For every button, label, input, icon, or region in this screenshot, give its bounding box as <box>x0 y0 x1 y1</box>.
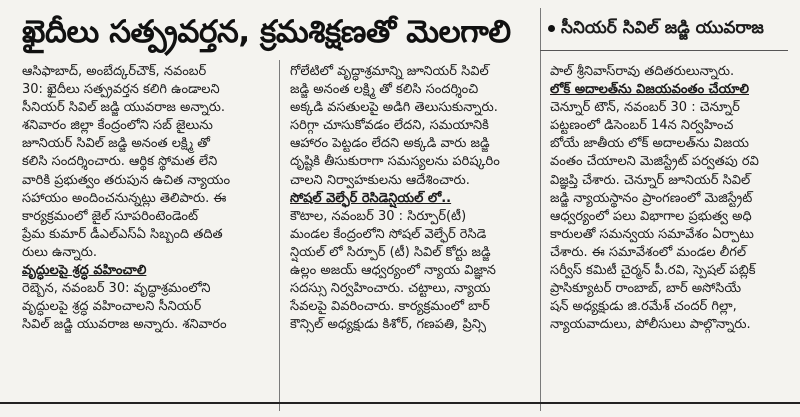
text-line: ఆధ్వర్యంలో పలు విభాగాల ప్రభుత్వ అధి <box>550 208 752 224</box>
text-line: సర్వీస్ కమిటీ చైర్మన్ పీ.రవి, స్పెషల్ పబ్లిక్ <box>550 263 756 279</box>
text-line: కలిసి సందర్శించారు. ఆర్థిక స్థోమత లేని <box>22 154 218 170</box>
article-column-2 <box>290 63 530 334</box>
article-column-1 <box>22 63 270 334</box>
side-story-title <box>548 18 764 42</box>
text-line: కౌన్సిల్ అధ్యక్షుడు కిశోర్, గణపతి, ప్రిన్సి <box>290 317 487 333</box>
text-line: న్యాయవాదులు, పోలీసులు పాల్గొన్నారు. <box>550 317 751 333</box>
text-line: ప్రాసిక్యూటర్ రాంబాబ్, బార్ అసోసియే <box>550 281 742 297</box>
text-line: రెబ్బెన, నవంబర్ 30: వృద్ధాశ్రమంలోని <box>22 281 211 297</box>
text-line: చెన్నూర్ టౌన్, నవంబర్ 30 : చెన్నూర్ <box>550 100 740 116</box>
text-line: ఆహారం పెట్టడం లేదని అక్కడి వారు జడ్జి <box>290 136 490 152</box>
text-line: షన్ అధ్యక్షుడు జి.రమేశ్ చందర్ గిల్లా, <box>550 299 737 315</box>
text-line: జడ్జి అనంత లక్ష్మి తో కలిసి సందర్శించి <box>290 82 479 98</box>
text-line: గోలేటిలో వృద్ధాశ్రమాన్ని జూనియర్ సివిల్ <box>290 64 489 79</box>
text-line: మండల కేంద్రంలోని సోషల్ వెల్ఫేర్ రెసిడె <box>290 226 487 242</box>
bottom-rule <box>0 402 800 404</box>
text-line: శనివారం జిల్లా కేంద్రంలోని సబ్ జైలును <box>22 118 213 134</box>
text-line: దృష్టికి తీసుకురాగా సమస్యలను పరిష్కరిం <box>290 154 500 170</box>
text-line: సదస్సు నిర్వహించారు. చట్టాలు, న్యాయ <box>290 281 491 297</box>
text-line: సివిల్ జడ్జి యువరాజ అన్నారు. శనివారం <box>22 317 227 333</box>
text-line: ఉల్లం అజయ్ ఆధ్వర్యంలో న్యాయ విజ్ఞాన <box>290 263 496 279</box>
subheading: సోషల్ వెల్ఫేర్ రెసిడెన్షియల్ లో.. <box>290 190 452 206</box>
text-line: అక్కడి వసతులపై అడిగి తెలుసుకున్నారు. <box>290 100 498 116</box>
side-story-title-text: సీనియర్ సివిల్ జడ్జి యువరాజ <box>561 18 764 38</box>
column-divider <box>279 60 280 411</box>
text-line: సేవలపై వివరించారు. కార్యక్రమంలో బార్ <box>290 299 490 315</box>
text-line: కారులతో సమన్వయ సమావేశం ఏర్పాటు <box>550 226 754 242</box>
text-line: కౌటాల, నవంబర్ 30 : సిర్పూర్(టీ) <box>290 208 467 224</box>
text-line: ఆసిఫాబాద్, అంబేద్కర్‌చౌక్, నవంబర్ <box>22 64 207 79</box>
headline: ఖైదీలు సత్ప్రవర్తన, క్రమశిక్షణతో మెలగాలి <box>22 14 511 50</box>
text-line: 30: ఖైదీలు సత్ప్రవర్తన కలిగి ఉండాలని <box>22 82 220 98</box>
text-line: పాల్ శ్రీనివాస్‌రావు తదితరులున్నారు. <box>550 64 735 79</box>
text-line: ప్రేమ కుమార్ డీఎల్ఎస్ఏ సిబ్బంది తదిత <box>22 226 223 242</box>
text-line: విజ్ఞప్తి చేశారు. చెన్నూర్ జూనియర్ సివిల్ <box>550 172 751 188</box>
text-line: వృద్ధులపై శ్రద్ధ వహించాలని సీనియర్ <box>22 299 202 315</box>
text-line: చేశారు. ఈ సమావేశంలో మండల లీగల్ <box>550 244 747 260</box>
subheading: వృద్ధులపై శ్రద్ధ వహించాలి <box>22 263 147 279</box>
text-line: వారికి ప్రభుత్వం తరుపున ఉచిత న్యాయం <box>22 172 231 188</box>
text-line: జడ్జి న్యాయస్థానం ప్రాంగణంలో మెజిస్ట్రేట్ <box>550 190 753 206</box>
text-line: పట్టణంలో డిసెంబర్ 14న నిర్వహించ <box>550 118 734 134</box>
text-line: రులు ఉన్నారు. <box>22 244 98 260</box>
text-line: బోయే జాతీయ లోక్ అదాలత్‌ను విజయ <box>550 136 749 152</box>
column-divider <box>540 8 541 411</box>
subheading: లోక్ అదాలత్‌ను విజయవంతం చేయాలి <box>550 82 749 98</box>
text-line: జూనియర్ సివిల్ జడ్జి అనంత లక్ష్మి తో <box>22 136 210 152</box>
text-line: చాలని నిర్వాహకులను ఆదేశించారు. <box>290 172 470 188</box>
text-line: సీనియర్ సివిల్ జడ్జి యువరాజ అన్నారు. <box>22 100 226 116</box>
text-line: సహాయం అందించనున్నట్లు తెలిపారు. ఈ <box>22 190 227 206</box>
text-line: సరిగ్గా చూసుకోవడం లేదని, సమయానికి <box>290 118 489 134</box>
text-line: వంతం చేయాలని మెజిస్ట్రేట్ పర్వతపు రవి <box>550 154 759 170</box>
article-column-3 <box>550 63 788 334</box>
side-title-rule <box>540 50 788 51</box>
text-line: న్షియల్ లో సిర్పూర్ (టీ) సివిల్ కోర్టు జడ్జి <box>290 244 491 260</box>
text-line: కార్యక్రమంలో జైల్ సూపరింటెండెంట్ <box>22 208 199 224</box>
bullet-icon <box>548 25 555 32</box>
